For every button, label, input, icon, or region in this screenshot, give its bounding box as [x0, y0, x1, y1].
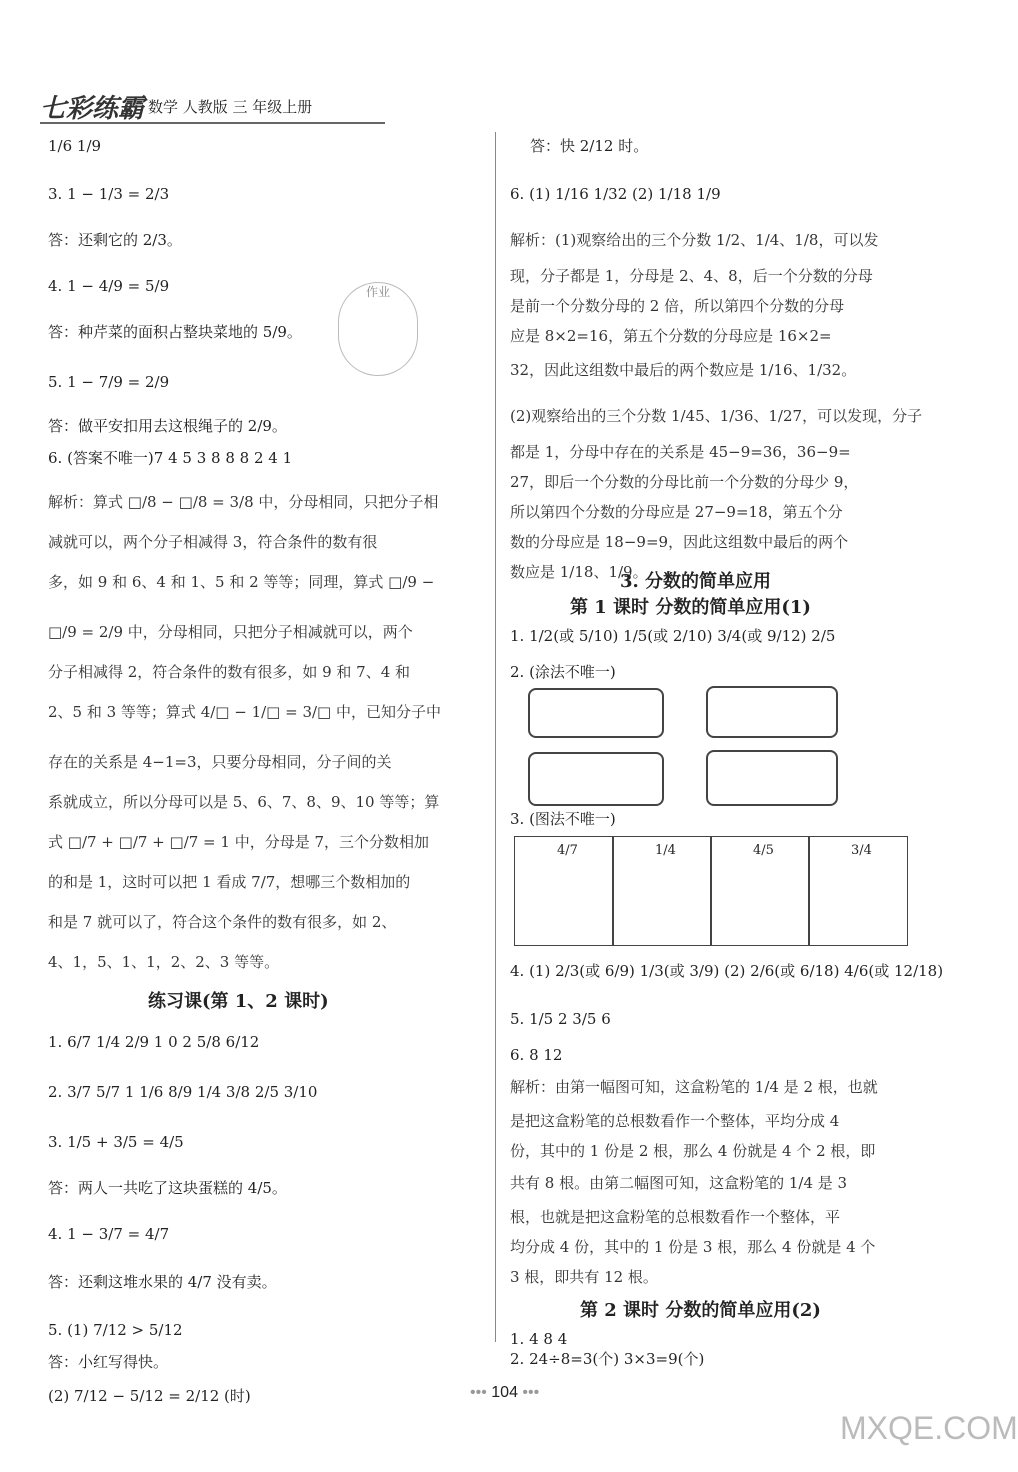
answer-line: 6. 8 12 — [510, 1046, 563, 1064]
analysis-line: 存在的关系是 4−1=3，只要分母相同，分子间的关 — [48, 753, 392, 771]
chalk-figure — [514, 836, 914, 946]
figure-cell: 4/5 — [710, 836, 810, 946]
answer-line: 6. (1) 1/16 1/32 (2) 1/18 1/9 — [510, 185, 721, 203]
analysis-line: 都是 1，分母中存在的关系是 45−9=36，36−9= — [510, 443, 851, 461]
answer-line: 答：小红写得快。 — [48, 1353, 169, 1371]
analysis-line: 所以第四个分数的分母应是 27−9=18，第五个分 — [510, 503, 843, 521]
lesson-title: 第 1 课时 分数的简单应用(1) — [570, 597, 811, 618]
analysis-line: 现，分子都是 1，分母是 2、4、8，后一个分数的分母 — [510, 267, 873, 285]
analysis-line: 解析：(1)观察给出的三个分数 1/2、1/4、1/8，可以发 — [510, 231, 879, 249]
answer-line: 4. (1) 2/3(或 6/9) 1/3(或 3/9) (2) 2/6(或 6/18) 4/6(或 12/18) — [510, 962, 944, 980]
figure-cell: 3/4 — [808, 836, 908, 946]
analysis-line: 32，因此这组数中最后的两个数应是 1/16、1/32。 — [510, 361, 857, 379]
analysis-line: 数应是 1/18、1/9。 — [510, 563, 648, 581]
shape-box-faces — [706, 686, 838, 738]
answer-line: 1. 1/2(或 5/10) 1/5(或 2/10) 3/4(或 9/12) 2/5 — [510, 627, 836, 645]
answer-line: 答：快 2/12 时。 — [530, 137, 649, 155]
lesson-title: 练习课(第 1、2 课时) — [148, 991, 329, 1012]
analysis-line: 和是 7 就可以了，符合这个条件的数有很多，如 2、 — [48, 913, 397, 931]
stamp-seal: 作业 — [338, 282, 418, 376]
answer-line: 3. (图法不唯一) — [510, 810, 616, 828]
answer-line: 答：还剩它的 2/3。 — [48, 231, 182, 249]
section-title: 3. 分数的简单应用 — [620, 571, 772, 592]
answer-line: 答：种芹菜的面积占整块菜地的 5/9。 — [48, 323, 302, 341]
shape-box-suns — [528, 688, 664, 738]
answer-line: 3. 1 − 1/3 = 2/3 — [48, 185, 170, 203]
answer-line: 4. 1 − 3/7 = 4/7 — [48, 1225, 170, 1243]
analysis-line: 共有 8 根。由第二幅图可知，这盒粉笔的 1/4 是 3 — [510, 1174, 848, 1192]
analysis-line: 27，即后一个分数的分母比前一个分数的分母少 9， — [510, 473, 859, 491]
watermark: MXQE.COM — [840, 1410, 1018, 1446]
analysis-line: 均分成 4 份，其中的 1 份是 3 根，那么 4 份就是 4 个 — [510, 1238, 876, 1256]
answer-line: 答：还剩这堆水果的 4/7 没有卖。 — [48, 1273, 277, 1291]
answer-line: 2. 3/7 5/7 1 1/6 8/9 1/4 3/8 2/5 3/10 — [48, 1083, 318, 1101]
figure-cell: 4/7 — [514, 836, 614, 946]
analysis-line: 3 根，即共有 12 根。 — [510, 1268, 658, 1286]
analysis-line: 解析：算式 □/8 − □/8 = 3/8 中，分母相同，只把分子相 — [48, 493, 439, 511]
analysis-line: 数的分母应是 18−9=9，因此这组数中最后的两个 — [510, 533, 849, 551]
analysis-line: 份，其中的 1 份是 2 根，那么 4 份就是 4 个 2 根，即 — [510, 1142, 876, 1160]
analysis-line: 式 □/7 + □/7 + □/7 = 1 中，分母是 7，三个分数相加 — [48, 833, 430, 851]
page-number: ••• 104 ••• — [470, 1384, 540, 1401]
analysis-line: 系就成立，所以分母可以是 5、6、7、8、9、10 等等；算 — [48, 793, 440, 811]
lesson-title: 第 2 课时 分数的简单应用(2) — [580, 1300, 821, 1321]
answer-line: 答：做平安扣用去这根绳子的 2/9。 — [48, 417, 287, 435]
answer-line: 1. 6/7 1/4 2/9 1 0 2 5/8 6/12 — [48, 1033, 260, 1051]
column-divider — [495, 132, 496, 1342]
answer-line: 1. 4 8 4 — [510, 1330, 568, 1348]
analysis-line: (2)观察给出的三个分数 1/45、1/36、1/27，可以发现，分子 — [510, 407, 923, 425]
answer-line: 2. 24÷8=3(个) 3×3=9(个) — [510, 1350, 705, 1368]
answer-line: 5. 1 − 7/9 = 2/9 — [48, 373, 170, 391]
figure-cell: 1/4 — [612, 836, 712, 946]
brand-logo: 七彩练霸 — [40, 94, 145, 124]
analysis-line: 的和是 1，这时可以把 1 看成 7/7，想哪三个数相加的 — [48, 873, 411, 891]
book-title: 数学 人教版 三 年级上册 — [148, 98, 313, 116]
answer-line: 2. (涂法不唯一) — [510, 663, 616, 681]
answer-line: 5. (1) 7/12 > 5/12 — [48, 1321, 183, 1339]
analysis-line: 根，也就是把这盒粉笔的总根数看作一个整体，平 — [510, 1208, 841, 1226]
answer-line: 5. 1/5 2 3/5 6 — [510, 1010, 611, 1028]
analysis-line: □/9 = 2/9 中，分母相同，只把分子相减就可以，两个 — [48, 623, 413, 641]
analysis-line: 是把这盒粉笔的总根数看作一个整体，平均分成 4 — [510, 1112, 840, 1130]
analysis-line: 分子相减得 2，符合条件的数有很多，如 9 和 7、4 和 — [48, 663, 411, 681]
page-header — [40, 88, 385, 124]
text-line: 1/6 1/9 — [48, 137, 102, 155]
analysis-line: 多，如 9 和 6、4 和 1、5 和 2 等等；同理，算式 □/9 − — [48, 573, 435, 591]
answer-line: 3. 1/5 + 3/5 = 4/5 — [48, 1133, 184, 1151]
answer-line: 6. (答案不唯一)7 4 5 3 8 8 8 2 4 1 — [48, 449, 293, 467]
shape-box-hearts — [528, 752, 664, 806]
analysis-line: 是前一个分数分母的 2 倍，所以第四个分数的分母 — [510, 297, 845, 315]
answer-line: (2) 7/12 − 5/12 = 2/12 (时) — [48, 1387, 251, 1405]
analysis-line: 减就可以，两个分子相减得 3，符合条件的数有很 — [48, 533, 378, 551]
answer-line: 答：两人一共吃了这块蛋糕的 4/5。 — [48, 1179, 287, 1197]
analysis-line: 2、5 和 3 等等；算式 4/□ − 1/□ = 3/□ 中，已知分子中 — [48, 703, 441, 721]
analysis-line: 4、1，5、1、1，2、2、3 等等。 — [48, 953, 280, 971]
analysis-line: 应是 8×2=16，第五个分数的分母应是 16×2= — [510, 327, 832, 345]
shape-box-stars — [706, 750, 838, 806]
analysis-line: 解析：由第一幅图可知，这盒粉笔的 1/4 是 2 根，也就 — [510, 1078, 878, 1096]
answer-line: 4. 1 − 4/9 = 5/9 — [48, 277, 170, 295]
